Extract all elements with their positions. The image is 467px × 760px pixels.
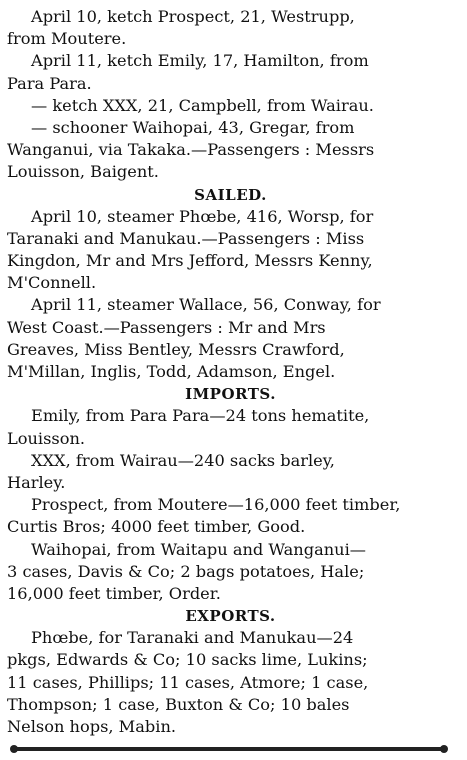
arrival-emily: April 11, ketch Emily, 17, Hamilton, from xyxy=(31,51,369,71)
text-line: Nelson hops, Mabin. xyxy=(7,717,177,736)
exports-heading: EXPORTS. xyxy=(185,607,276,626)
text-line: M'Connell. xyxy=(7,273,97,293)
text-line: Thompson; 1 case, Buxton & Co; 10 bales xyxy=(7,694,350,714)
text-line: Kingdon, Mr and Mrs Jefford, Messrs Kenny, xyxy=(7,251,373,271)
import-prospect: Prospect, from Moutere—16,000 feet timber, xyxy=(31,495,401,515)
column-end-rule xyxy=(14,747,444,751)
text-line: Greaves, Miss Bentley, Messrs Crawford, xyxy=(7,339,345,359)
shipping-column xyxy=(7,6,454,738)
import-xxx: XXX, from Wairau—240 sacks barley, xyxy=(31,450,335,470)
sailed-wallace: April 11, steamer Wallace, 56, Conway, for xyxy=(31,295,381,315)
arrival-waihopai: — schooner Waihopai, 43, Gregar, from xyxy=(31,117,355,137)
text-line: 3 cases, Davis & Co; 2 bags potatoes, Hale; xyxy=(7,561,365,581)
export-phoebe: Phœbe, for Taranaki and Manukau—24 xyxy=(31,628,354,648)
text-line: Para Para. xyxy=(7,73,92,93)
text-line: Louisson. xyxy=(7,428,86,448)
text-line: 16,000 feet timber, Order. xyxy=(7,583,221,603)
arrival-xxx: — ketch XXX, 21, Campbell, from Wairau. xyxy=(31,95,374,115)
text-line: Taranaki and Manukau.—Passengers : Miss xyxy=(7,228,365,248)
arrival-prospect: April 10, ketch Prospect, 21, Westrupp, xyxy=(31,7,355,26)
text-line: West Coast.—Passengers : Mr and Mrs xyxy=(7,317,326,337)
text-line: Curtis Bros; 4000 feet timber, Good. xyxy=(7,517,306,537)
text-line: Louisson, Baigent. xyxy=(7,162,159,182)
sailed-phoebe: April 10, steamer Phœbe, 416, Worsp, for xyxy=(31,206,374,226)
text-line: pkgs, Edwards & Co; 10 sacks lime, Lukins; xyxy=(7,650,368,670)
import-emily: Emily, from Para Para—24 tons hematite, xyxy=(31,406,370,426)
import-waihopai: Waihopai, from Waitapu and Wanganui— xyxy=(31,539,366,559)
text-line: from Moutere. xyxy=(7,29,127,49)
sailed-heading: SAILED. xyxy=(194,185,267,204)
text-line: Wanganui, via Takaka.—Passengers : Messrs xyxy=(7,140,375,160)
text-line: 11 cases, Phillips; 11 cases, Atmore; 1 case, xyxy=(7,672,369,692)
text-line: M'Millan, Inglis, Todd, Adamson, Engel. xyxy=(7,362,336,381)
imports-heading: IMPORTS. xyxy=(185,385,276,404)
text-line: Harley. xyxy=(7,472,66,492)
